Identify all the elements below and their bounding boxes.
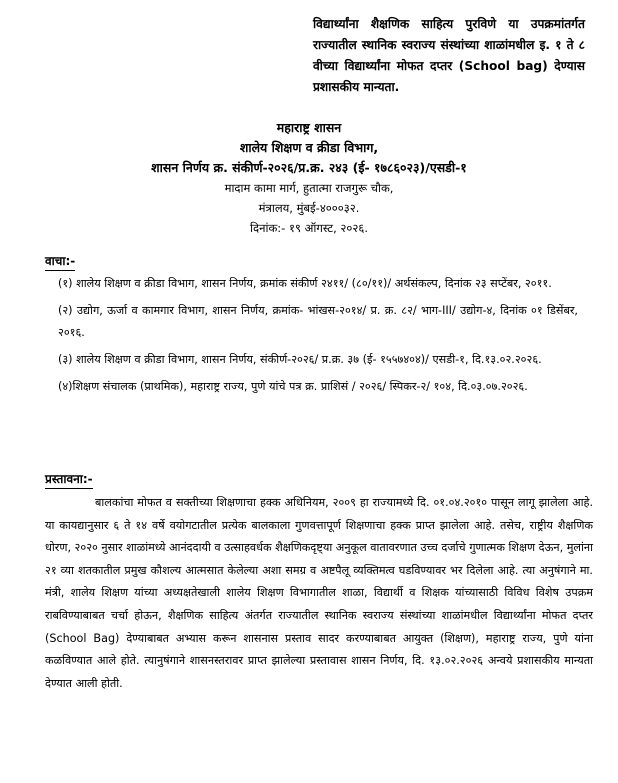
- document-heading: [0, 118, 618, 238]
- preamble-title: प्रस्तावना:-: [45, 470, 93, 489]
- preamble-text: बालकांचा मोफत व सक्तीच्या शिक्षणाचा हक्क अधिनियम, २००९ हा राज्यामध्ये दि. ०१.०४.२०१० पासून लागू झालेला आहे. या कायद्यानुसार ६ ते १४ वर्षे वयोगटातील प्रत्येक बालकाला गुणवत्तापूर्ण शिक्षणाचा हक्क प्राप्त झालेला आहे. तसेच, राष्ट्रीय शैक्षणिक धोरण, २०२० नुसार शाळांमध्ये आनंददायी व उत्साहवर्धक शैक्षणिकदृष्ट्या अनुकूल वातावरणात उच्च दर्जाचे गुणात्मक शिक्षण देऊन, मुलांना २१ व्या शतकातील प्रमुख कौशल्य आत्मसात केलेल्या अशा समग्र व अष्टपैलू व्यक्तिमत्व घडविण्यावर भर दिलेला आहे. त्या अनुषंगाने मा. मंत्री, शालेय शिक्षण यांच्या अध्यक्षतेखाली शालेय शिक्षण विभागातील शाळा, विद्यार्थी व शिक्षक यांच्यासाठी विविध विशेष उपक्रम राबविण्याबाबत चर्चा होऊन, शैक्षणिक साहित्य अंतर्गत राज्यातील स्थानिक स्वराज्य संस्थांच्या शाळांमधील विद्यार्थ्यांना मोफत दप्तर (School Bag) देण्याबाबत अभ्यास करून शासनास प्रस्ताव सादर करण्याबाबत आयुक्त (शिक्षण), महाराष्ट्र राज्य, पुणे यांना कळविण्यात आले होते. त्यानुषंगाने शासनस्तरावर प्राप्त झालेल्या प्रस्तावास शासन निर्णय, दि. १३.०२.२०२६ अन्वये प्रशासकीय मान्यता देण्यात आली होती.: [45, 496, 593, 690]
- address-line-1: मादाम कामा मार्ग, हुतात्मा राजगुरू चौक,: [224, 181, 394, 195]
- department-name: शालेय शिक्षण व क्रीडा विभाग,: [239, 140, 379, 155]
- resolution-date: दिनांक:- १९ ऑगस्ट, २०२६.: [250, 221, 368, 235]
- resolution-number: शासन निर्णय क्र. संकीर्ण-२०२६/प्र.क्र. २४३ (ई- १७८६०२३)/एसडी-१: [151, 160, 467, 175]
- address-line-2: मंत्रालय, मुंबई-४०००३२.: [258, 201, 360, 215]
- references-list: [58, 273, 578, 403]
- subject-block: विद्यार्थ्यांना शैक्षणिक साहित्य पुरविणे या उपक्रमांतर्गत राज्यातील स्थानिक स्वराज्य संस्थांच्या शाळांमधील इ. १ ते ८ वीच्या विद्यार्थ्यांना मोफत दप्तर (School bag) देण्यास प्रशासकीय मान्यता.: [313, 17, 585, 94]
- reference-item: (४)शिक्षण संचालक (प्राथमिक), महाराष्ट्र राज्य, पुणे यांचे पत्र क्र. प्राशिसं / २०२६/ स्पिकर-२/ १०४, दि.०३.०७.२०२६.: [58, 380, 528, 393]
- reference-item: (३) शालेय शिक्षण व क्रीडा विभाग, शासन निर्णय, संकीर्ण-२०२६/ प्र.क्र. ३७ (ई- १५५७४०४)/ एसडी-१, दि.१३.०२.२०२६.: [58, 353, 542, 366]
- government-name: महाराष्ट्र शासन: [276, 120, 342, 135]
- reference-item: (२) उद्योग, ऊर्जा व कामगार विभाग, शासन निर्णय, क्रमांक- भांखस-२०१४/ प्र. क्र. ८२/ भाग-III/ उद्योग-४, दिनांक ०१ डिसेंबर, २०१६.: [58, 304, 578, 339]
- reference-item: (१) शालेय शिक्षण व क्रीडा विभाग, शासन निर्णय, क्रमांक संकीर्ण २४११/ (८०/११)/ अर्थसंकल्प, दिनांक २३ सप्टेंबर, २०११.: [58, 277, 552, 290]
- references-title: वाचा:-: [45, 252, 75, 271]
